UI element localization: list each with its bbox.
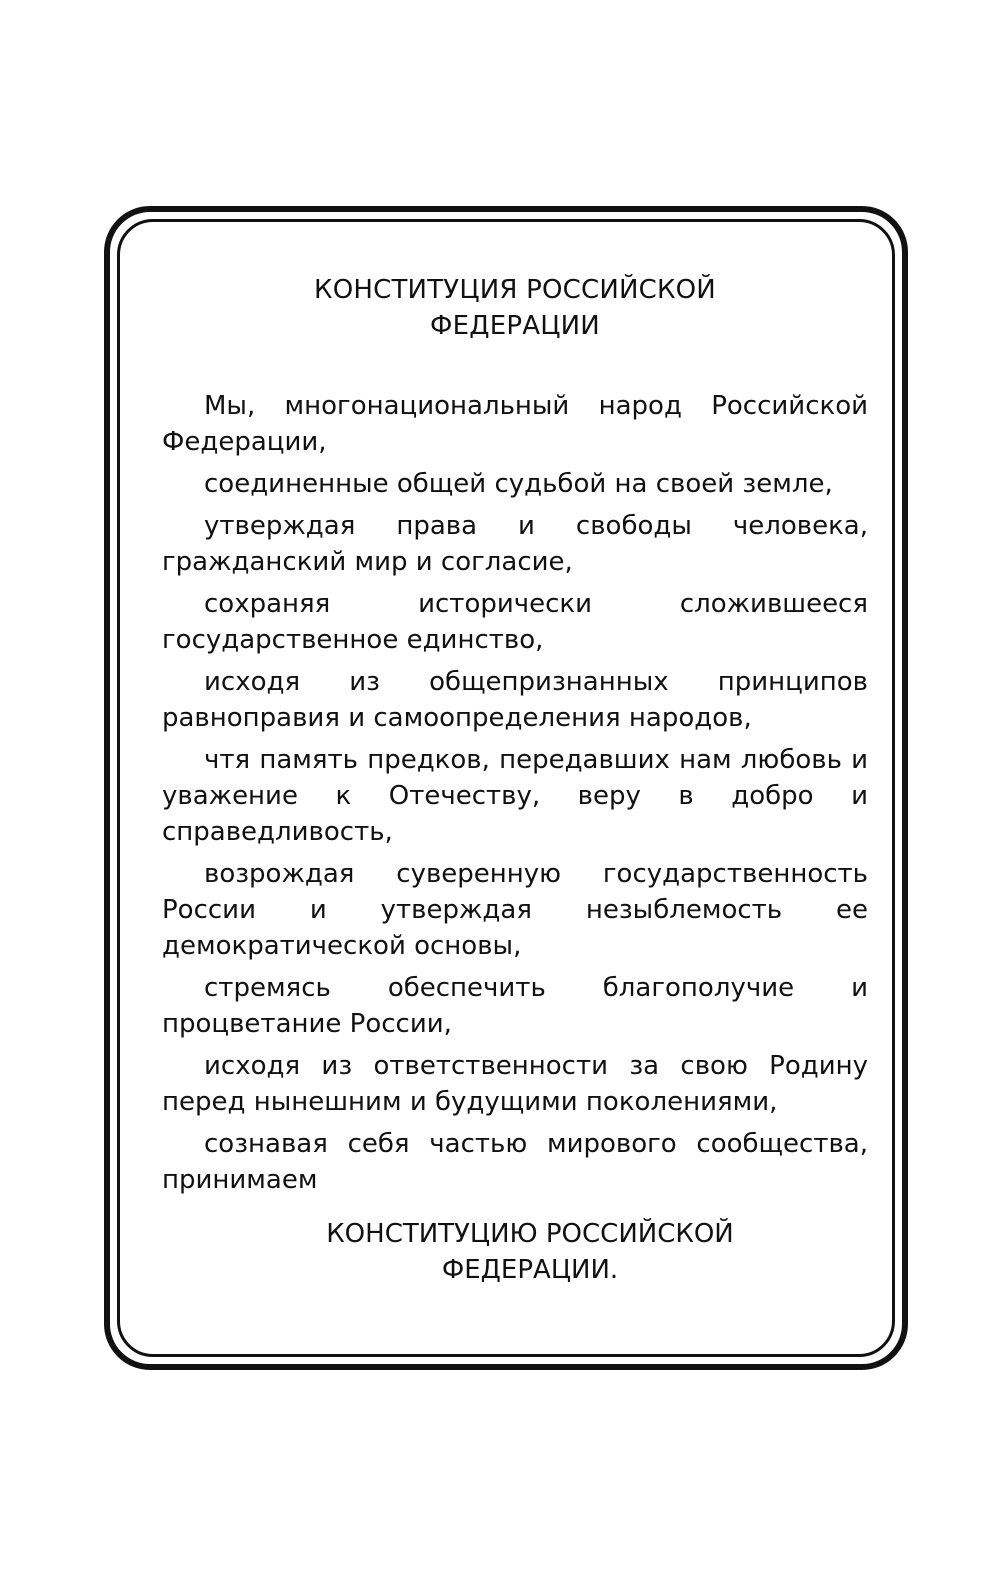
closing-title-line-2: ФЕДЕРАЦИИ.: [441, 1255, 619, 1285]
closing-title: [162, 1216, 868, 1288]
preamble-paragraph-6: чтя память предков, передавших нам любовь и уважение к Отечеству, веру в добро и справедливость,: [162, 745, 868, 847]
preamble-paragraph-4: сохраняя исторически сложившееся государственное единство,: [162, 589, 868, 655]
preamble-paragraph-8: стремясь обеспечить благополучие и процветание России,: [162, 973, 868, 1039]
preamble-paragraph-10: сознавая себя частью мирового сообщества, принимаем: [162, 1129, 868, 1195]
preamble-content: [162, 272, 868, 1288]
document-title-line-2: ФЕДЕРАЦИИ: [430, 311, 600, 341]
preamble-paragraph-3: утверждая права и свободы человека, гражданский мир и согласие,: [162, 511, 868, 577]
preamble-paragraph-7: возрождая суверенную государственность России и утверждая незыблемость ее демократической основы,: [162, 859, 868, 961]
document-title: [162, 272, 868, 344]
preamble-paragraph-1: Мы, многонациональный народ Российской Федерации,: [162, 391, 868, 457]
preamble-paragraph-5: исходя из общепризнанных принципов равноправия и самоопределения народов,: [162, 667, 868, 733]
document-title-line-1: КОНСТИТУЦИЯ РОССИЙСКОЙ: [314, 275, 716, 305]
closing-title-line-1: КОНСТИТУЦИЮ РОССИЙСКОЙ: [326, 1219, 734, 1249]
preamble-paragraph-2: соединенные общей судьбой на своей земле,: [204, 469, 833, 499]
preamble-paragraph-9: исходя из ответственности за свою Родину перед нынешним и будущими поколениями,: [162, 1051, 868, 1117]
